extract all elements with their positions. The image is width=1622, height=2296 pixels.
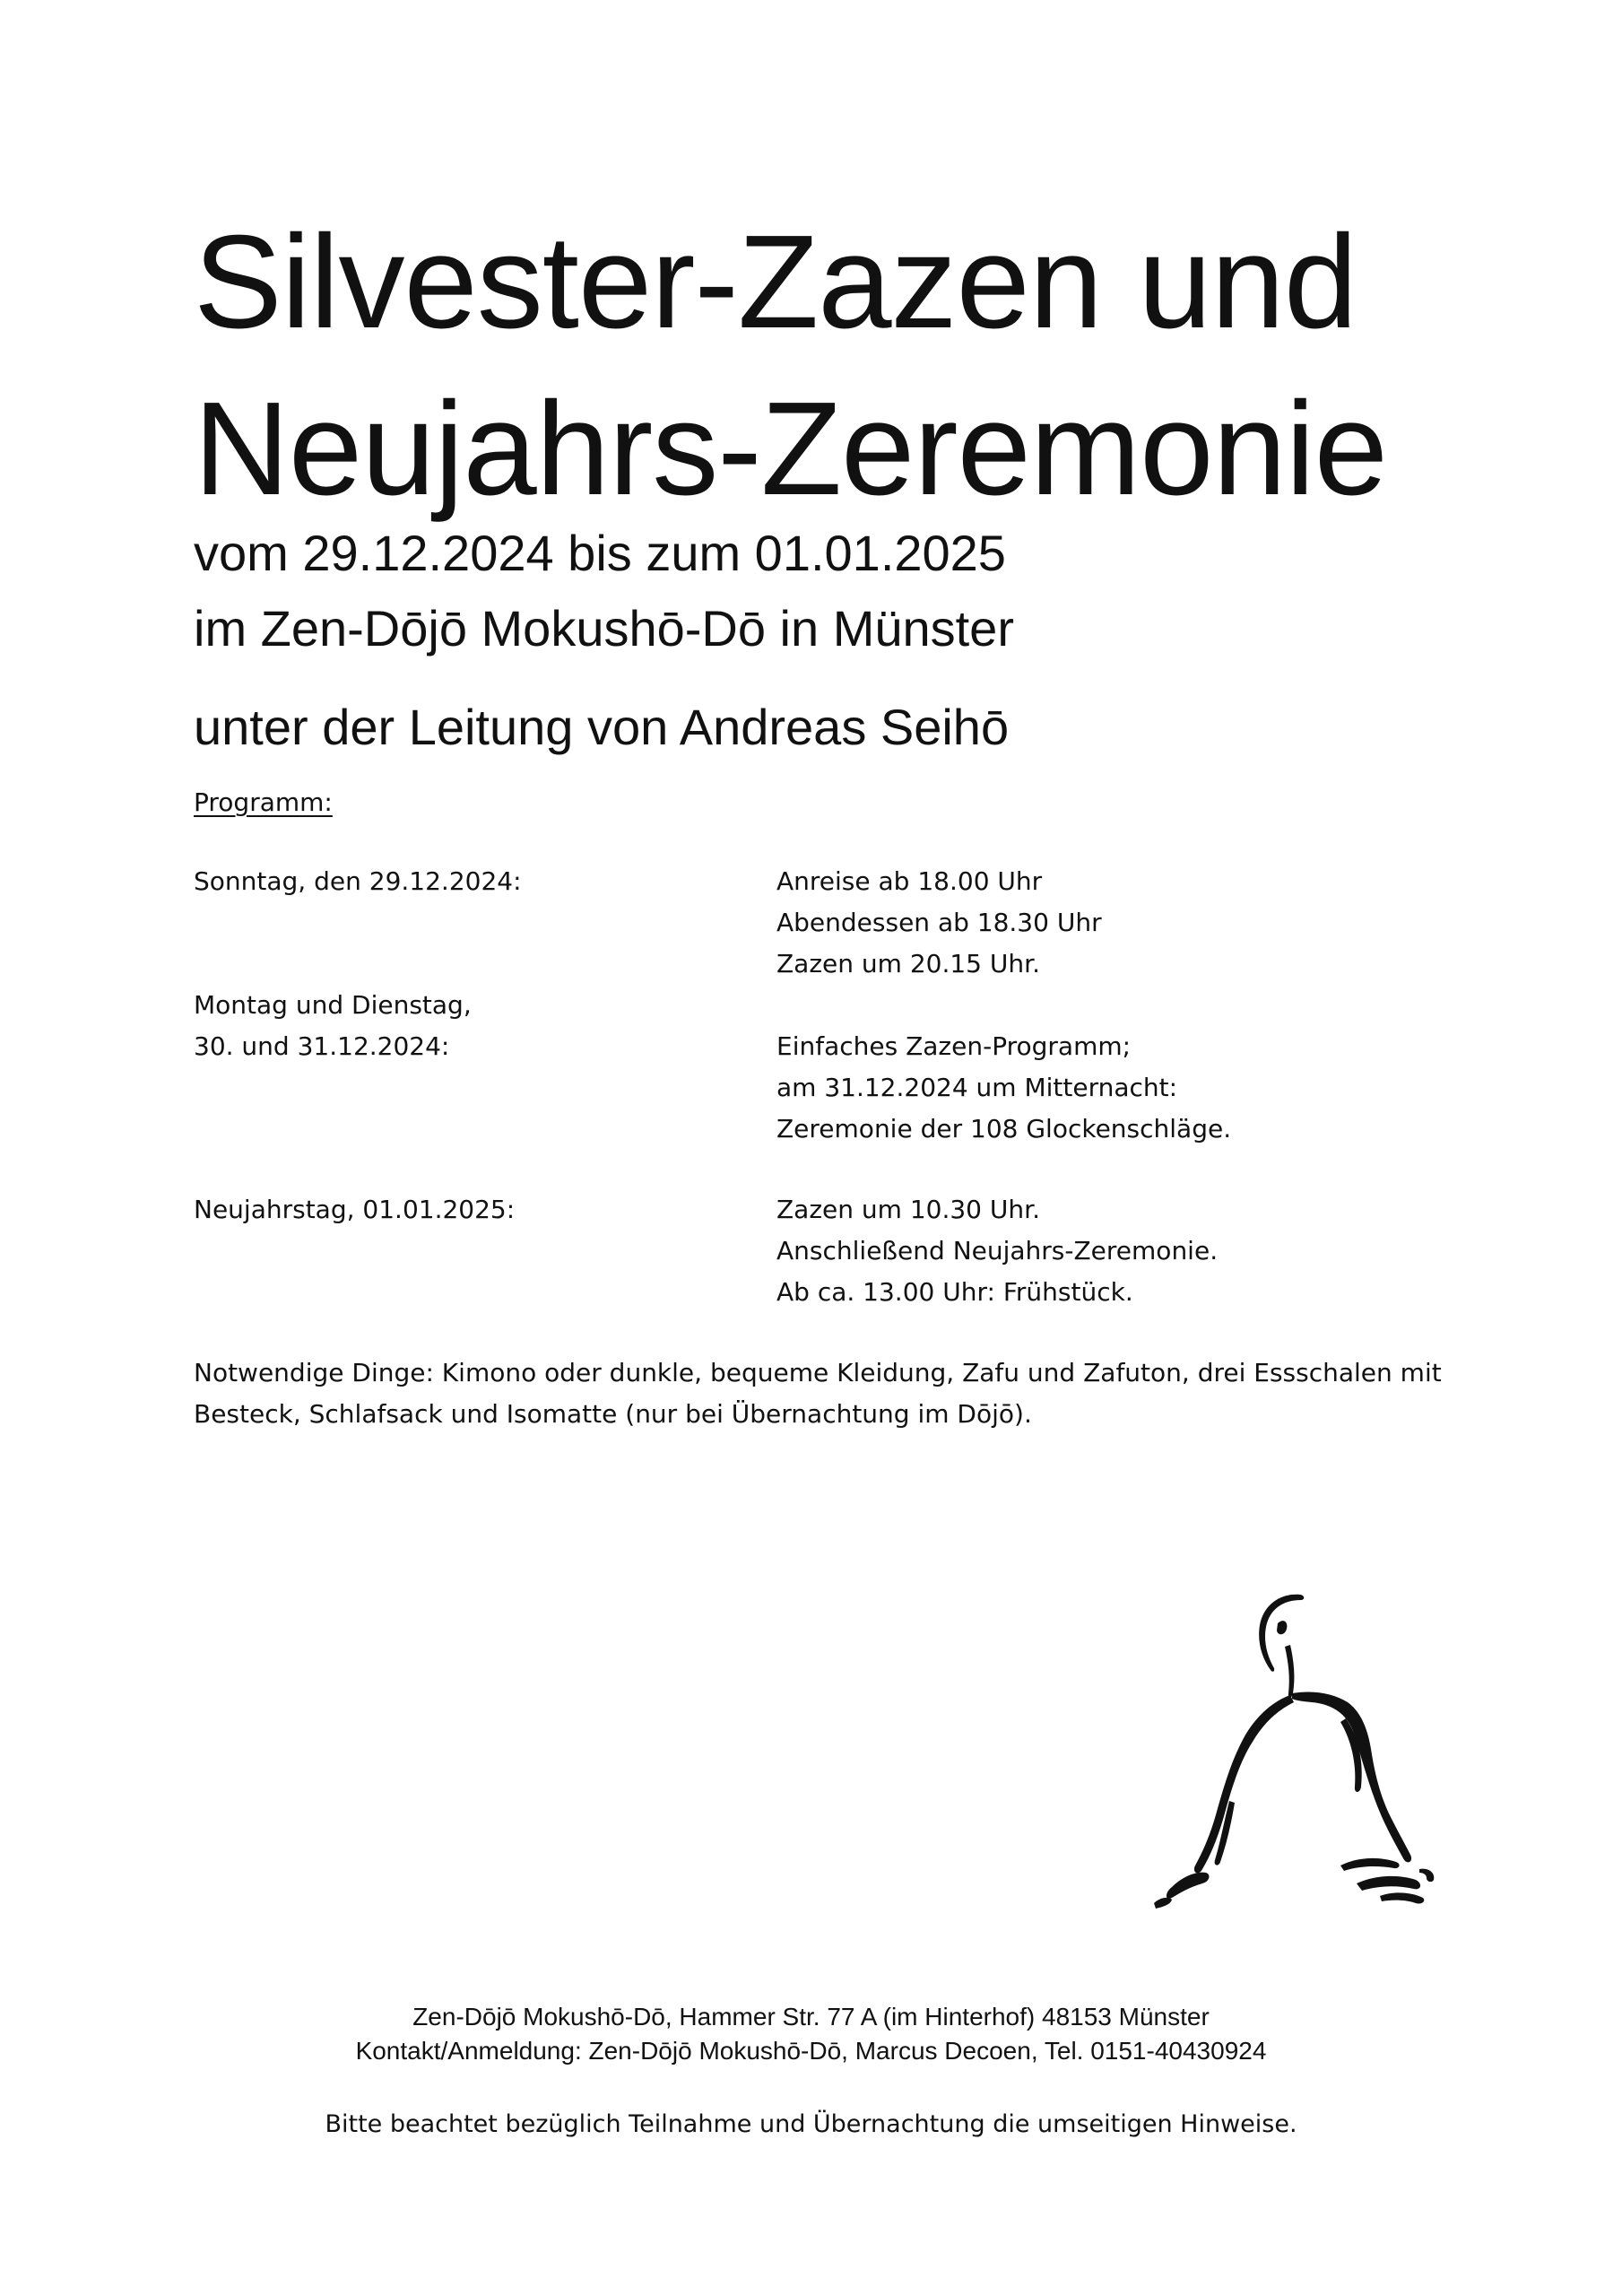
requirements-paragraph: [194, 1352, 1449, 1435]
schedule-day: [194, 1189, 732, 1231]
schedule-day: [194, 985, 732, 1067]
schedule-day-line: Neujahrstag, 01.01.2025:: [194, 1195, 516, 1224]
schedule-day-line: Montag und Dienstag,: [194, 990, 472, 1020]
footer-address: Zen-Dōjō Mokushō-Dō, Hammer Str. 77 A (im Hinterhof) 48153 Münster: [412, 2003, 1210, 2031]
schedule-detail-line: Zazen um 20.15 Uhr.: [776, 949, 1040, 978]
schedule-detail-line: Zeremonie der 108 Glockenschläge.: [776, 1114, 1232, 1144]
event-dates: vom 29.12.2024 bis zum 01.01.2025: [194, 525, 1006, 581]
schedule-detail-line: Anreise ab 18.00 Uhr: [776, 866, 1043, 896]
schedule-detail-line: Abendessen ab 18.30 Uhr: [776, 908, 1102, 937]
schedule-detail-line: Anschließend Neujahrs-Zeremonie.: [776, 1236, 1219, 1265]
footer-contact: Kontakt/Anmeldung: Zen-Dōjō Mokushō-Dō, Marcus Decoen, Tel. 0151-40430924: [355, 2037, 1267, 2065]
schedule-day-line: 30. und 31.12.2024:: [194, 1031, 450, 1061]
event-leadership: unter der Leitung von Andreas Seihō: [194, 699, 1010, 755]
schedule-details: [776, 1026, 1458, 1150]
event-title: [194, 199, 1494, 533]
requirements-line: Notwendige Dinge: Kimono oder dunkle, bequeme Kleidung, Zafu und Zafuton, drei Essschalen mit: [194, 1358, 1442, 1387]
footer-note: Bitte beachtet bezüglich Teilnahme und Übernachtung die umseitigen Hinweise.: [325, 2110, 1297, 2138]
title-line-1: Silvester-Zazen und: [194, 208, 1357, 356]
program-heading: Programm:: [194, 787, 333, 817]
title-line-2: Neujahrs-Zeremonie: [194, 375, 1387, 523]
schedule-details: [776, 861, 1458, 985]
event-location: im Zen-Dōjō Mokushō-Dō in Münster: [194, 600, 1014, 657]
schedule-detail-line: Einfaches Zazen-Programm;: [776, 1031, 1132, 1061]
requirements-line: Besteck, Schlafsack und Isomatte (nur bei Übernachtung im Dōjō).: [194, 1399, 1032, 1429]
schedule-detail-line: Zazen um 10.30 Uhr.: [776, 1195, 1040, 1224]
schedule-details: [776, 1189, 1458, 1313]
schedule-day: [194, 861, 732, 902]
schedule-day-line: Sonntag, den 29.12.2024:: [194, 866, 522, 896]
schedule-detail-line: Ab ca. 13.00 Uhr: Frühstück.: [776, 1277, 1133, 1307]
schedule-detail-line: am 31.12.2024 um Mitternacht:: [776, 1073, 1178, 1102]
seated-meditator-icon: [1071, 1587, 1448, 1937]
